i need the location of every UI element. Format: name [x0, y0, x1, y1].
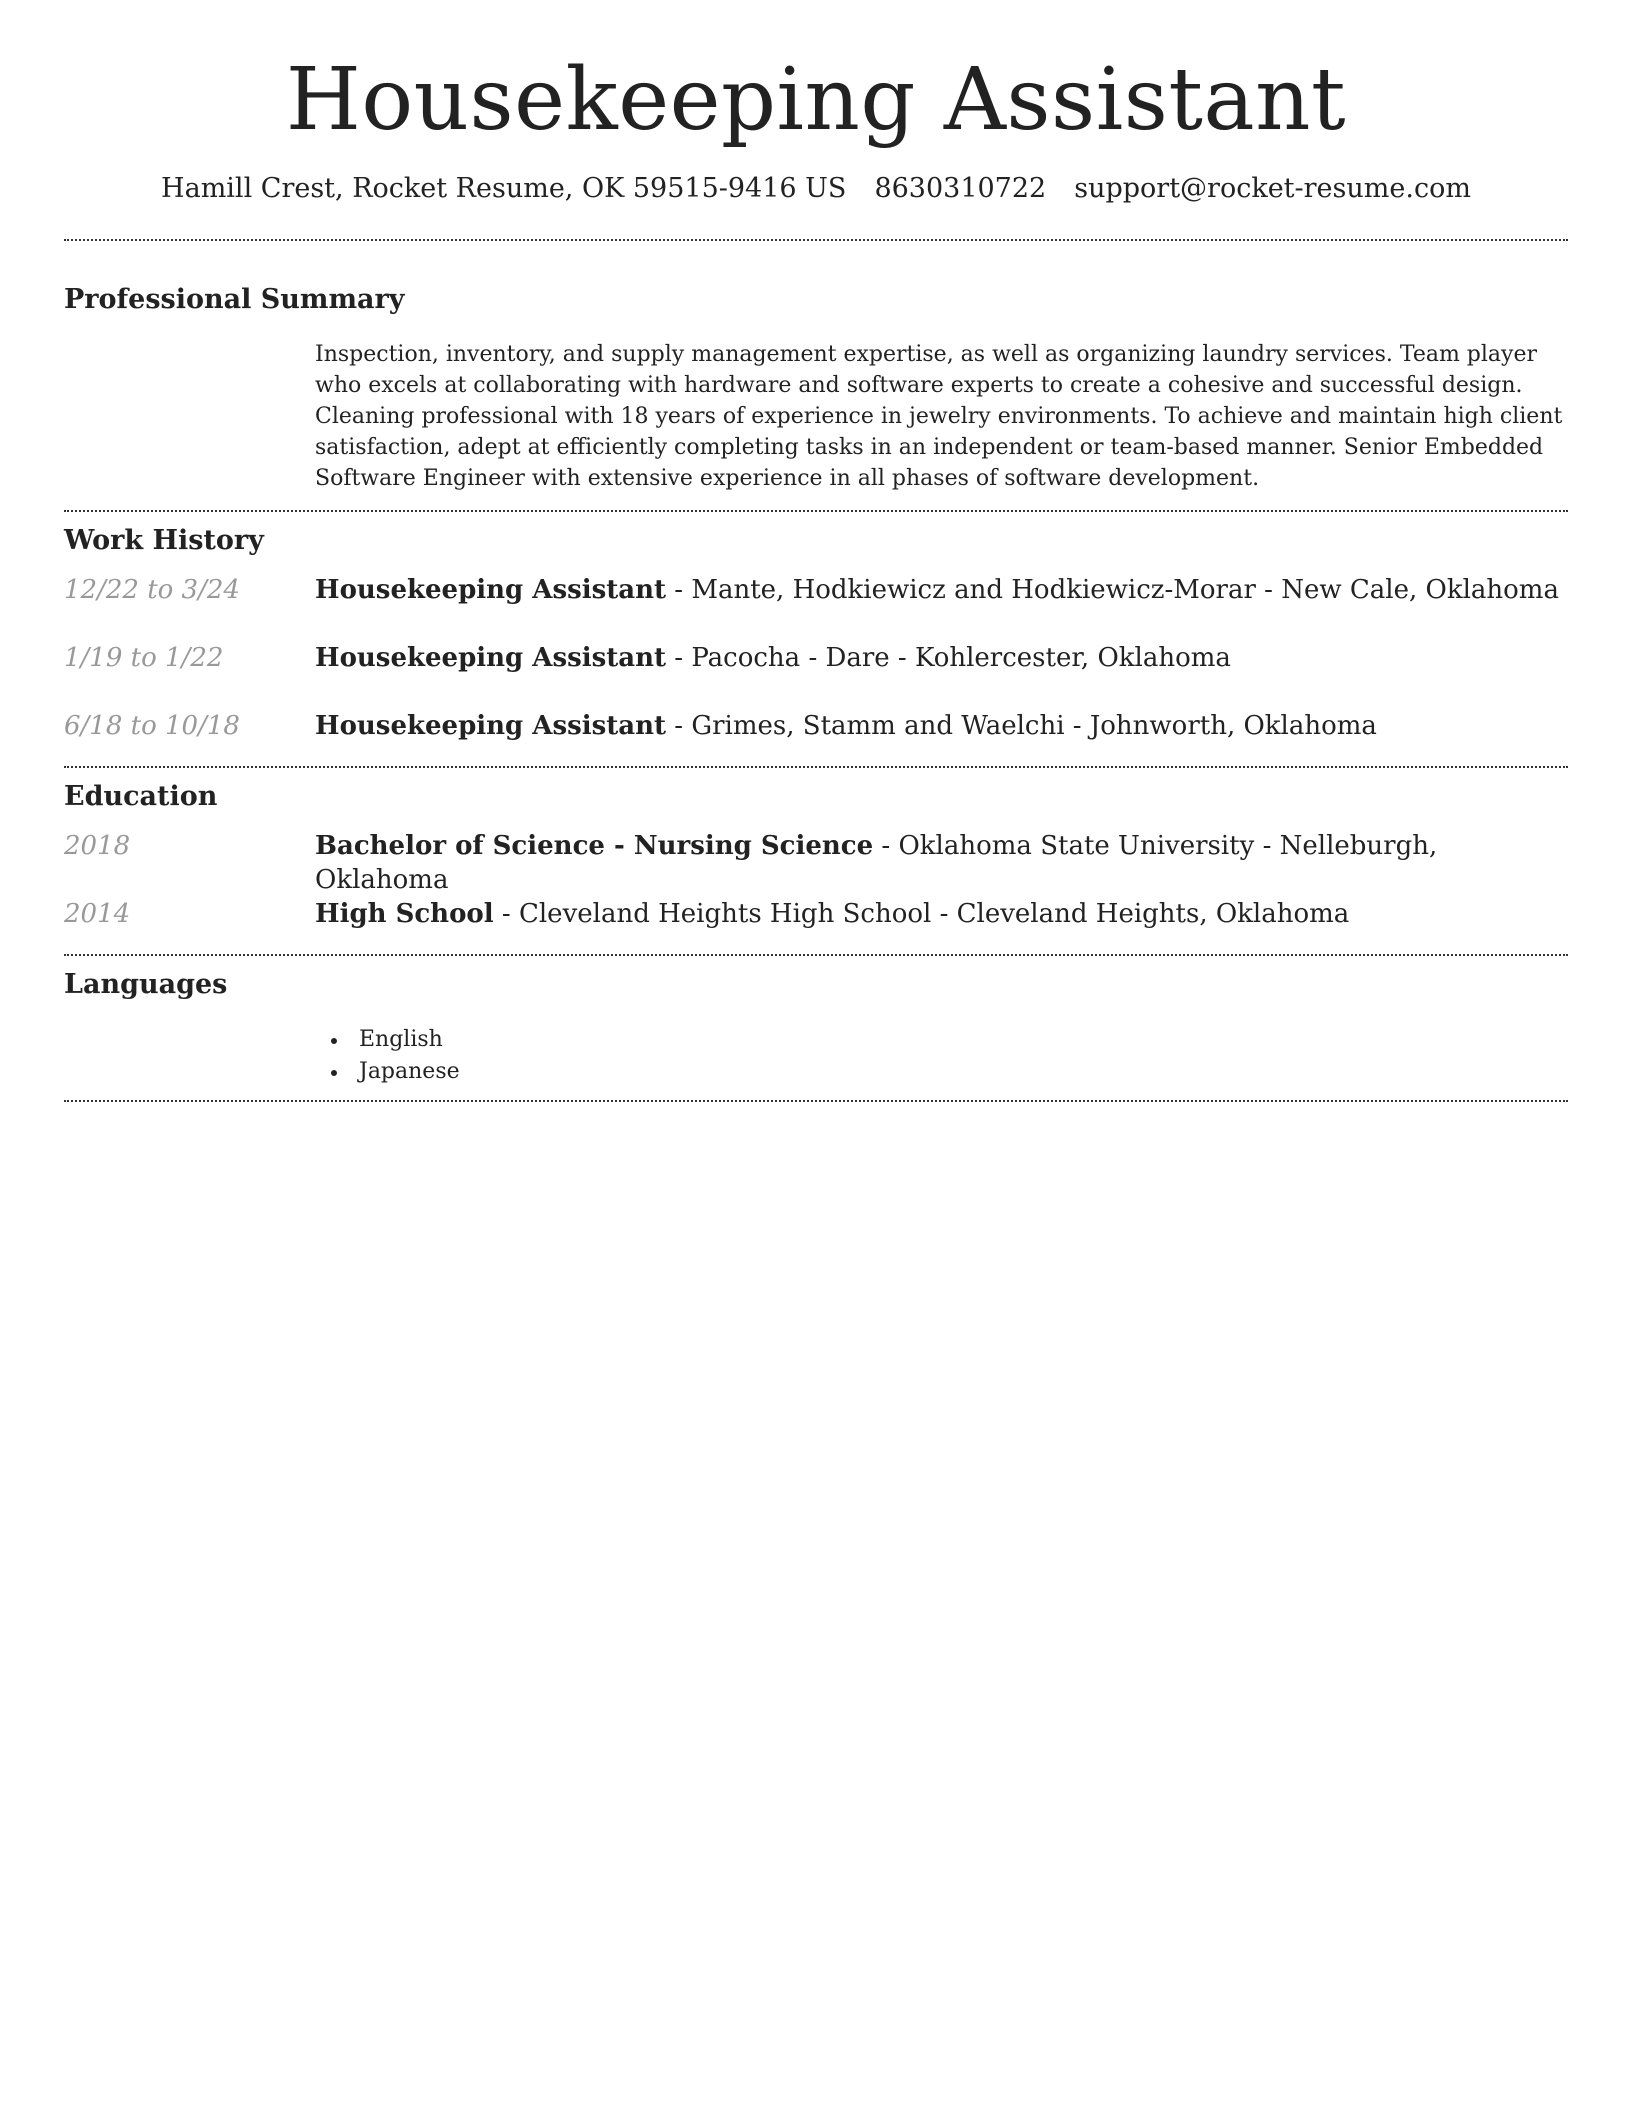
contact-line [64, 172, 1568, 206]
work-detail [315, 573, 1559, 607]
language-item: Japanese [315, 1056, 1568, 1088]
work-date: 1/19 to 1/22 [64, 643, 224, 673]
work-history-section [64, 524, 1568, 766]
education-detail [315, 829, 1568, 897]
work-employer: - Mante, Hodkiewicz and Hodkiewicz-Morar - New Cale, Oklahoma [666, 575, 1559, 605]
work-date: 6/18 to 10/18 [64, 711, 240, 741]
work-divider [64, 766, 1568, 768]
contact-address: Hamill Crest, Rocket Resume, OK 59515-9416 US [161, 173, 847, 204]
education-date: 2018 [64, 831, 131, 861]
languages-list [315, 1002, 1568, 1100]
work-role: Housekeeping Assistant [315, 575, 667, 605]
languages-section [64, 968, 1568, 1100]
education-divider [64, 954, 1568, 956]
education-date: 2014 [64, 899, 131, 929]
work-entry [64, 694, 1568, 762]
summary-divider [64, 510, 1568, 512]
education-school: - Oklahoma State University - Nelleburgh, Oklahoma [315, 831, 1438, 895]
work-entry [64, 558, 1568, 626]
header-divider [64, 239, 1568, 241]
work-detail [315, 709, 1377, 743]
summary-text: Inspection, inventory, and supply management expertise, as well as organizing laundry services. Team player who excels at collaborating with hardware and software experts to create a cohesive and successful design. Cleaning professional with 18 years of experience in jewelry environments. To achieve and maintain high client satisfaction, adept at efficiently completing tasks in an independent or team-based manner. Senior Embedded Software Engineer with extensive experience in all phases of software development. [315, 342, 1563, 491]
work-date: 12/22 to 3/24 [64, 575, 240, 605]
language-item: English [315, 1024, 1568, 1056]
languages-heading: Languages [64, 969, 228, 1000]
contact-email: support@rocket-resume.com [1074, 173, 1471, 204]
summary-heading: Professional Summary [64, 284, 405, 315]
education-section [64, 780, 1568, 954]
education-entry [64, 814, 1568, 895]
education-degree: High School [315, 899, 494, 929]
work-entry [64, 626, 1568, 694]
work-employer: - Pacocha - Dare - Kohlercester, Oklahoma [666, 643, 1231, 673]
education-school: - Cleveland Heights High School - Cleveland Heights, Oklahoma [493, 899, 1350, 929]
education-degree: Bachelor of Science - Nursing Science [315, 831, 874, 861]
contact-phone: 8630310722 [874, 173, 1047, 204]
education-heading: Education [64, 781, 218, 812]
resume-page [64, 0, 1568, 1102]
summary-section [64, 283, 1568, 510]
education-detail [315, 897, 1349, 931]
work-role: Housekeeping Assistant [315, 711, 667, 741]
work-role: Housekeeping Assistant [315, 643, 667, 673]
languages-divider [64, 1100, 1568, 1102]
candidate-name: Housekeeping Assistant [285, 50, 1347, 150]
work-history-heading: Work History [64, 525, 264, 556]
work-employer: - Grimes, Stamm and Waelchi - Johnworth, Oklahoma [666, 711, 1377, 741]
work-detail [315, 641, 1231, 675]
